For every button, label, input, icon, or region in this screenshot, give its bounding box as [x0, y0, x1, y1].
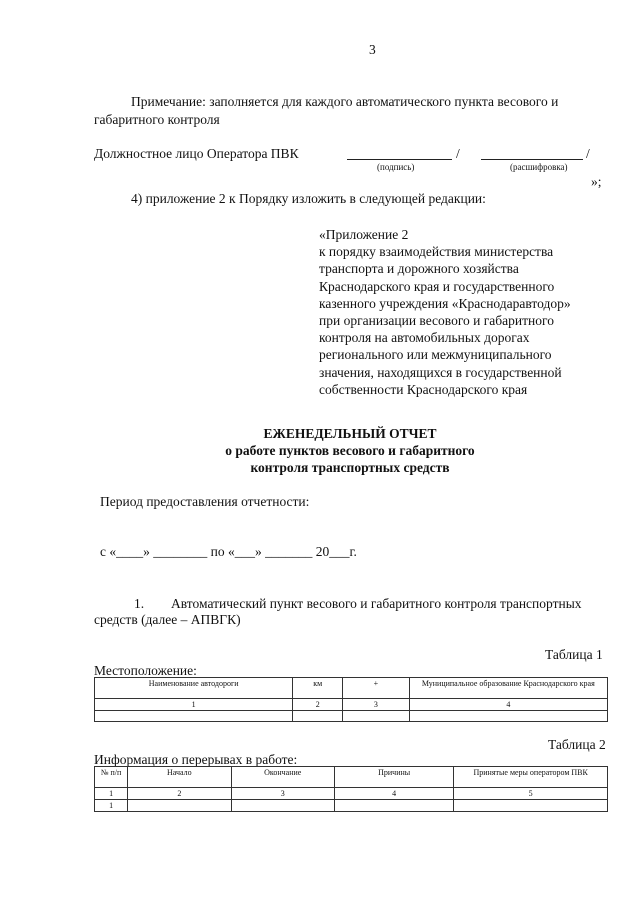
- appendix-line: при организации весового и габаритного: [319, 313, 554, 329]
- table-cell: 5: [454, 788, 608, 800]
- table-cell: [343, 711, 409, 722]
- table-cell: 2: [128, 788, 231, 800]
- header-km: км: [293, 678, 343, 699]
- table-cell: 3: [343, 699, 409, 711]
- period-label: Период предоставления отчетности:: [100, 494, 310, 509]
- header-road-name: Наименование автодороги: [95, 678, 293, 699]
- header-reasons: Причины: [334, 767, 453, 788]
- table-row: [95, 711, 608, 722]
- signature-line: [347, 159, 452, 160]
- table-header-row: [95, 767, 608, 788]
- table-cell: 4: [334, 788, 453, 800]
- table-cell: 1: [95, 699, 293, 711]
- table-cell: 1: [95, 788, 128, 800]
- header-start: Начало: [128, 767, 231, 788]
- header-plus: +: [343, 678, 409, 699]
- report-subtitle-1: о работе пунктов весового и габаритного: [225, 443, 475, 458]
- table-row: [95, 800, 608, 812]
- appendix-block: [319, 226, 571, 398]
- table-cell: [334, 800, 453, 812]
- report-subtitle-2: контроля транспортных средств: [250, 460, 450, 475]
- section-1-line-1: Автоматический пункт весового и габаритного контроля транспортных: [171, 596, 582, 611]
- table-cell: 2: [293, 699, 343, 711]
- appendix-line: значения, находящихся в государственной: [319, 364, 562, 380]
- table-cell: [409, 711, 607, 722]
- header-end: Окончание: [231, 767, 334, 788]
- signature-caption: (подпись): [377, 162, 415, 172]
- appendix-line: контроля на автомобильных дорогах: [319, 330, 530, 346]
- table-cell: [231, 800, 334, 812]
- report-title: ЕЖЕНЕДЕЛЬНЫЙ ОТЧЕТ: [263, 426, 437, 441]
- section-1-line-2: средств (далее – АПВГК): [94, 612, 241, 627]
- header-number: № п/п: [95, 767, 128, 788]
- appendix-line: собственности Краснодарского края: [319, 381, 528, 397]
- signature-slash-2: /: [586, 146, 590, 161]
- header-measures: Принятые меры оператором ПВК: [454, 767, 608, 788]
- appendix-line: Краснодарского края и государственного: [319, 278, 555, 294]
- appendix-line: казенного учреждения «Краснодаравтодор»: [319, 295, 571, 311]
- official-label: Должностное лицо Оператора ПВК: [94, 146, 299, 161]
- period-dates: с «____» ________ по «___» _______ 20___г.: [100, 544, 357, 559]
- table-1-title: Местоположение:: [94, 663, 197, 678]
- table-2-title: Информация о перерывах в работе:: [94, 752, 298, 767]
- location-table: [94, 677, 608, 722]
- table-cell: [454, 800, 608, 812]
- header-municipality: Муниципальное образование Краснодарского края: [409, 678, 607, 699]
- appendix-line: транспорта и дорожного хозяйства: [319, 261, 519, 277]
- section-1-number: 1.: [134, 596, 145, 611]
- table-cell: [128, 800, 231, 812]
- page-number: 3: [369, 42, 376, 57]
- item-4-text: 4) приложение 2 к Порядку изложить в следующей редакции:: [131, 191, 486, 206]
- table-number-row: [95, 699, 608, 711]
- decoding-line: [481, 159, 583, 160]
- note-line-1: Примечание: заполняется для каждого автоматического пункта весового и: [131, 94, 559, 109]
- table-2-caption: Таблица 2: [548, 737, 606, 752]
- table-header-row: [95, 678, 608, 699]
- appendix-line: «Приложение 2: [319, 227, 409, 242]
- table-cell: 1: [95, 800, 128, 812]
- table-cell: 4: [409, 699, 607, 711]
- breaks-table: [94, 766, 608, 812]
- table-cell: 3: [231, 788, 334, 800]
- closing-quote: »;: [591, 174, 602, 189]
- table-cell: [293, 711, 343, 722]
- decoding-caption: (расшифровка): [510, 162, 568, 172]
- appendix-line: регионального или межмуниципального: [319, 347, 552, 363]
- signature-slash-1: /: [456, 146, 460, 161]
- appendix-line: к порядку взаимодействия министерства: [319, 244, 554, 260]
- table-number-row: [95, 788, 608, 800]
- table-cell: [95, 711, 293, 722]
- note-line-2: габаритного контроля: [94, 112, 220, 127]
- table-1-caption: Таблица 1: [545, 647, 603, 662]
